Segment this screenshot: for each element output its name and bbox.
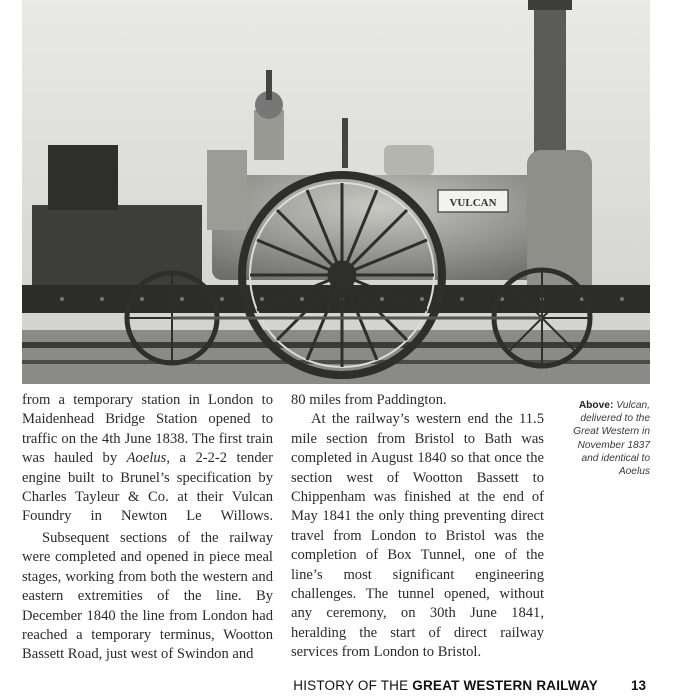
column2-paragraph-2: At the railway’s western end the 11.5 mile section from Bristol to Bath was completed in August 1840 so that once the section west of Wootton Bassett to Chippenham was finished at the end of May 1841 the only thing preventing direct travel from London to Bristol was the completion of Box Tunnel, one of the line’s most significant engineering challenges. The tunnel opened, without any ceremony, on 30th June 1841, heralding the start of direct railway services from London to Bristol.	[291, 411, 544, 661]
column1-p1-text: from a temporary station in London to Maidenhead Bridge Station opened to traffic on the 4th June 1838. The first train was hauled by	[22, 392, 273, 467]
locomotive-illustration	[22, 0, 650, 384]
nameplate-text: VULCAN	[449, 197, 497, 209]
page-number: 13	[630, 678, 646, 693]
running-title-prefix: HISTORY OF THE	[293, 678, 413, 693]
column1-p1-rest: , a 2-2-2 tender engine built to Brunel’s specification by Charles Tayleur & Co. at their Vulcan Foundry in Newton Le Willows.	[22, 450, 273, 525]
column1-paragraph-2: Subsequent sections of the railway were completed and opened in piece meal stages, working from both the western and eastern extremities of the line. By December 1840 the line from London had reached a temporary terminus, Wootton Bassett Road, just west of Swindon and	[22, 530, 273, 663]
locomotive-photo	[22, 0, 650, 384]
column1-paragraph-1	[22, 391, 273, 527]
column2-paragraph-1: 80 miles from Paddington.	[291, 392, 447, 408]
locomotive-name: Aoelus	[126, 450, 167, 467]
page-footer	[0, 672, 690, 696]
running-title	[293, 678, 598, 693]
text-column-1	[22, 391, 273, 665]
caption-label: Above:	[578, 400, 614, 411]
text-column-2	[291, 391, 544, 663]
photo-caption	[566, 399, 650, 478]
caption-text: Vulcan, delivered to the Great Western in November 1837 and identical to Aoelus	[573, 400, 650, 478]
running-title-bold: GREAT WESTERN RAILWAY	[412, 678, 598, 693]
